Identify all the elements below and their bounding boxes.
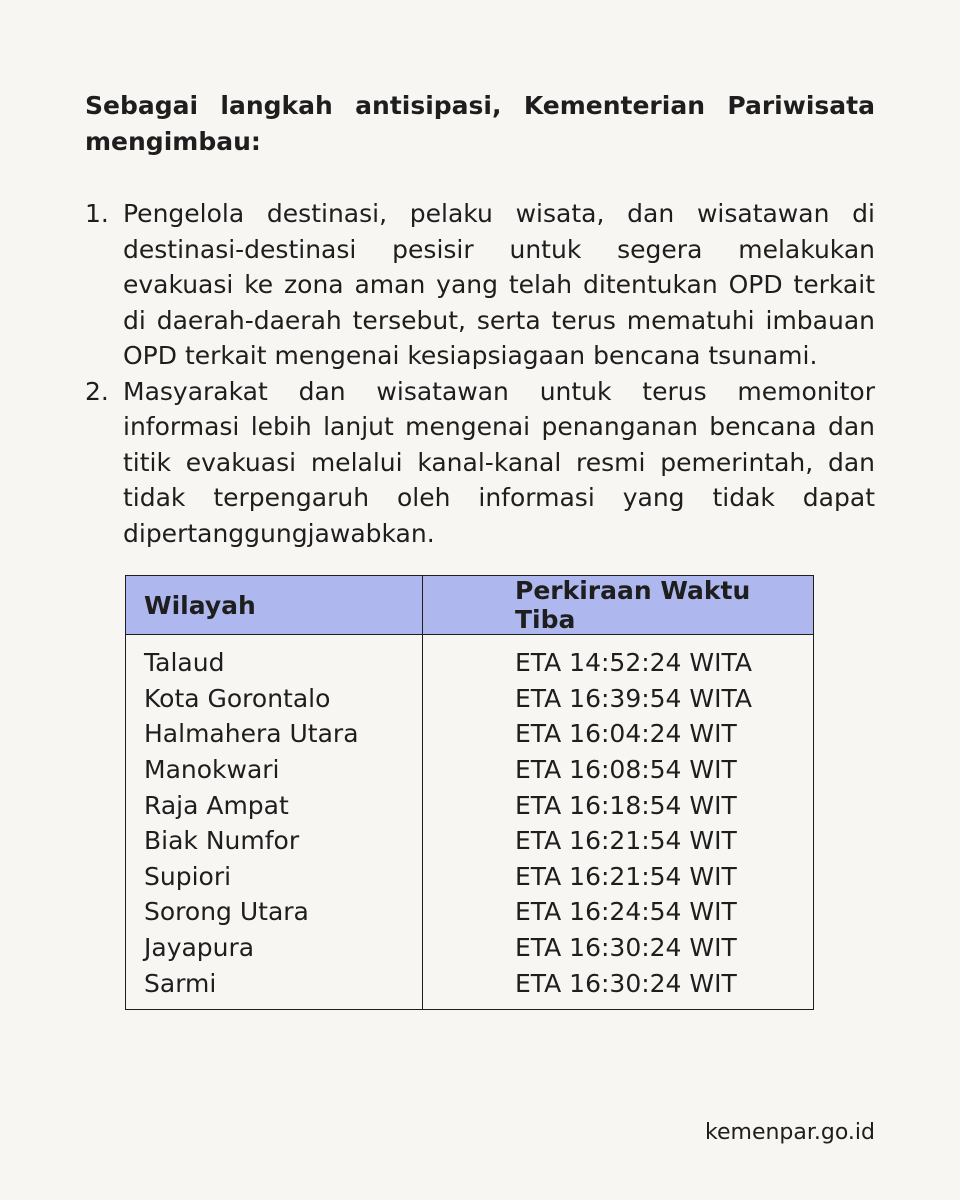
- region-cell: Halmahera Utara: [126, 716, 423, 752]
- eta-cell: ETA 16:30:24 WIT: [515, 968, 737, 998]
- table-row: [126, 930, 814, 966]
- eta-cell: ETA 16:08:54 WIT: [515, 755, 737, 785]
- table-row: [126, 752, 814, 788]
- eta-cell: ETA 16:18:54 WIT: [515, 790, 737, 820]
- table-row: [126, 894, 814, 930]
- region-cell: Supiori: [126, 859, 423, 895]
- eta-cell: ETA 16:21:54 WIT: [515, 826, 737, 856]
- list-item-number: 1.: [85, 199, 109, 228]
- list-item-text: Masyarakat dan wisatawan untuk terus memonitor informasi lebih lanjut mengenai penanganan bencana dan titik evakuasi melalui kanal-kanal resmi pemerintah, dan tidak terpengaruh oleh informasi yang tidak dapat dipertanggungjawabkan.: [123, 376, 875, 548]
- table-row: [126, 681, 814, 717]
- region-cell: Raja Ampat: [126, 787, 423, 823]
- table-row: [126, 635, 814, 681]
- list-item-number: 2.: [85, 376, 109, 406]
- list-item: [85, 374, 875, 552]
- column-header-region: Wilayah: [126, 576, 423, 635]
- region-cell: Sorong Utara: [126, 894, 423, 930]
- list-item-text: Pengelola destinasi, pelaku wisata, dan wisatawan di destinasi-destinasi pesisir untuk segera melakukan evakuasi ke zona aman yang telah ditentukan OPD terkait di daerah-daerah tersebut, serta terus mematuhi imbauan OPD terkait mengenai kesiapsiagaan bencana tsunami.: [123, 199, 875, 370]
- region-cell: Manokwari: [126, 752, 423, 788]
- table-header-row: [126, 576, 814, 635]
- eta-cell: ETA 16:39:54 WITA: [515, 683, 752, 713]
- region-cell: Talaud: [126, 635, 423, 681]
- eta-cell: ETA 16:30:24 WIT: [515, 933, 737, 963]
- list-item: [85, 196, 875, 374]
- appeal-list: [85, 196, 875, 551]
- table-row: [126, 787, 814, 823]
- intro-heading: Sebagai langkah antisipasi, Kementerian Pariwisata mengimbau:: [85, 91, 875, 156]
- table-row: [126, 716, 814, 752]
- website-footer: kemenpar.go.id: [705, 1120, 875, 1145]
- region-cell: Kota Gorontalo: [126, 681, 423, 717]
- region-cell: Biak Numfor: [126, 823, 423, 859]
- table-row: [126, 965, 814, 1009]
- table-row: [126, 823, 814, 859]
- region-cell: Sarmi: [126, 965, 423, 1009]
- eta-cell: ETA 16:21:54 WIT: [515, 861, 737, 891]
- eta-cell: ETA 16:04:24 WIT: [515, 719, 737, 749]
- eta-cell: ETA 14:52:24 WITA: [515, 648, 752, 678]
- table-row: [126, 859, 814, 895]
- eta-table: [125, 575, 814, 1010]
- region-cell: Jayapura: [126, 930, 423, 966]
- eta-cell: ETA 16:24:54 WIT: [515, 897, 737, 927]
- column-header-eta: Perkiraan Waktu Tiba: [423, 576, 814, 635]
